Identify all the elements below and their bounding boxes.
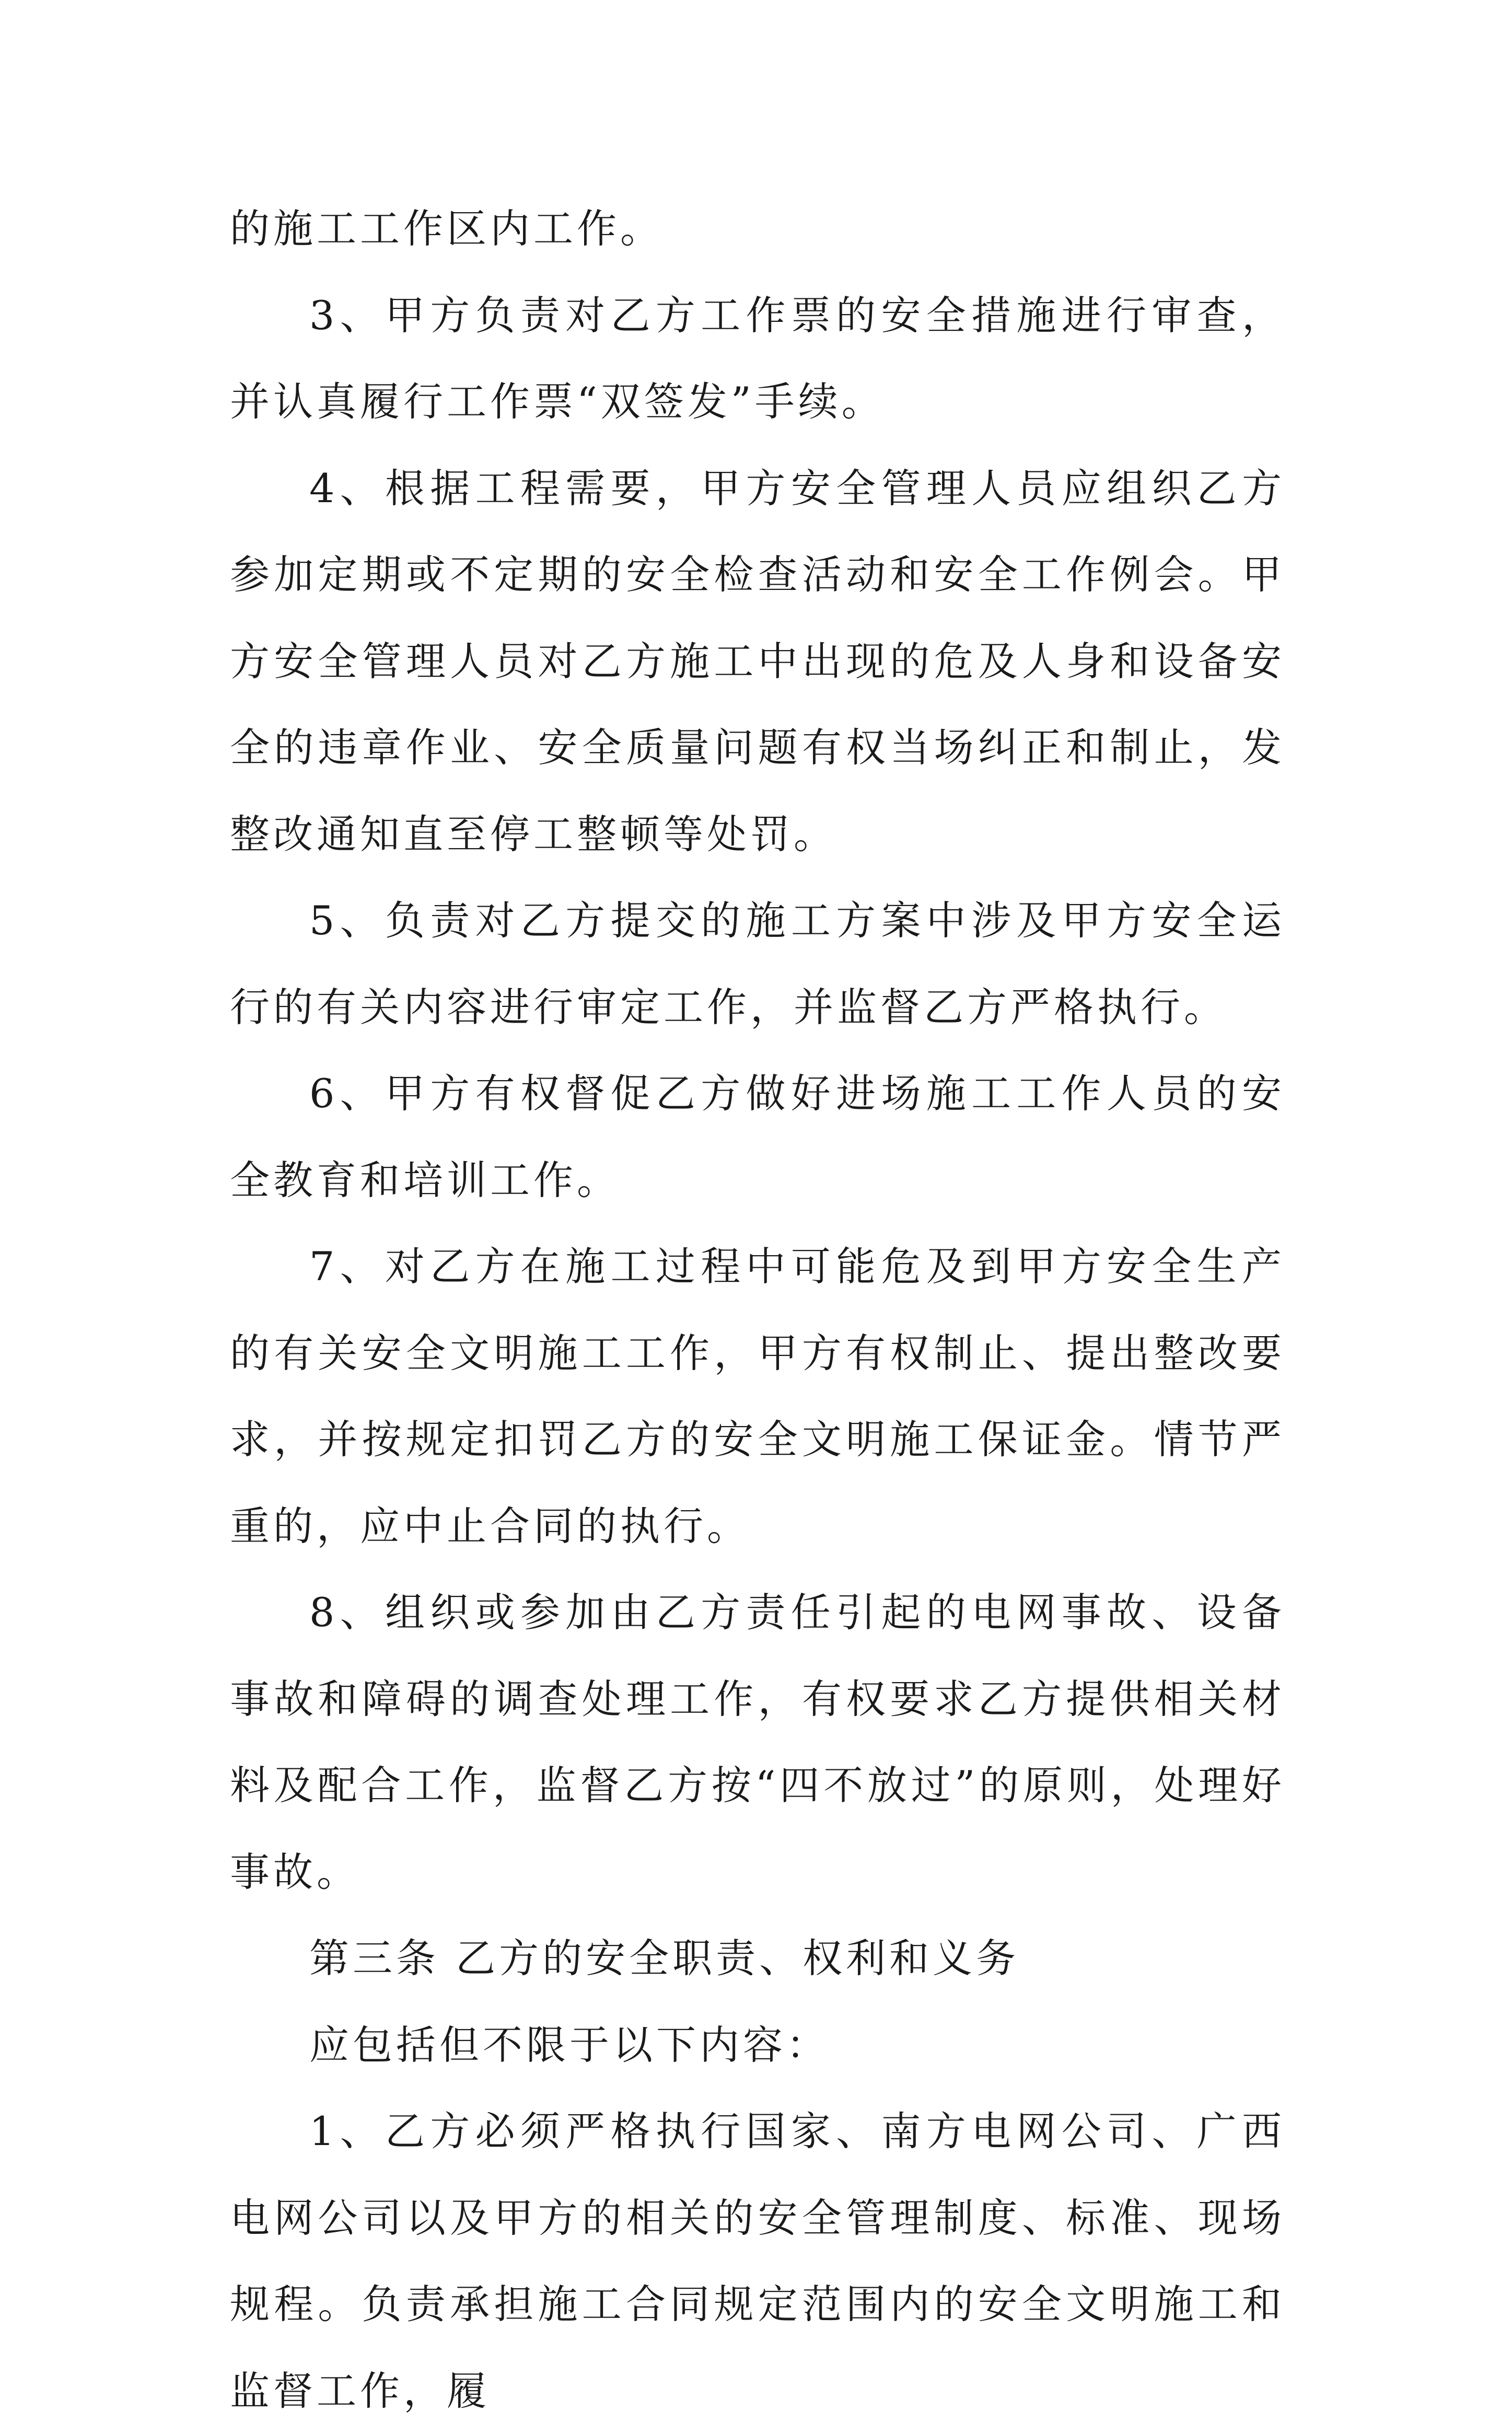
paragraph-item-7: 7、对乙方在施工过程中可能危及到甲方安全生产的有关安全文明施工工作，甲方有权制止、提出整改要求，并按规定扣罚乙方的安全文明施工保证金。情节严重的，应中止合同的执行。: [230, 1243, 1285, 1549]
paragraph-continuation: 的施工工作区内工作。: [230, 205, 664, 252]
paragraph-item-8: 8、组织或参加由乙方责任引起的电网事故、设备事故和障碍的调查处理工作，有权要求乙方提供相关材料及配合工作，监督乙方按“四不放过”的原则，处理好事故。: [230, 1589, 1285, 1895]
paragraph-item-1: 1、乙方必须严格执行国家、南方电网公司、广西电网公司以及甲方的相关的安全管理制度、标准、现场规程。负责承担施工合同规定范围内的安全文明施工和监督工作，履: [230, 2108, 1285, 2414]
paragraph-item-3: 3、甲方负责对乙方工作票的安全措施进行审查，并认真履行工作票“双签发”手续。: [230, 292, 1285, 425]
article-heading: 第三条 乙方的安全职责、权利和义务: [309, 1935, 1020, 1981]
paragraph-item-6: 6、甲方有权督促乙方做好进场施工工作人员的安全教育和培训工作。: [230, 1070, 1285, 1203]
document-body: [230, 186, 1285, 2434]
paragraph-item-4: 4、根据工程需要，甲方安全管理人员应组织乙方参加定期或不定期的安全检查活动和安全工作例会。甲方安全管理人员对乙方施工中出现的危及人身和设备安全的违章作业、安全质量问题有权当场纠正和制止，发整改通知直至停工整顿等处罚。: [230, 465, 1285, 857]
article-intro: 应包括但不限于以下内容：: [309, 2021, 830, 2068]
paragraph-item-5: 5、负责对乙方提交的施工方案中涉及甲方安全运行的有关内容进行审定工作，并监督乙方严格执行。: [230, 897, 1285, 1030]
